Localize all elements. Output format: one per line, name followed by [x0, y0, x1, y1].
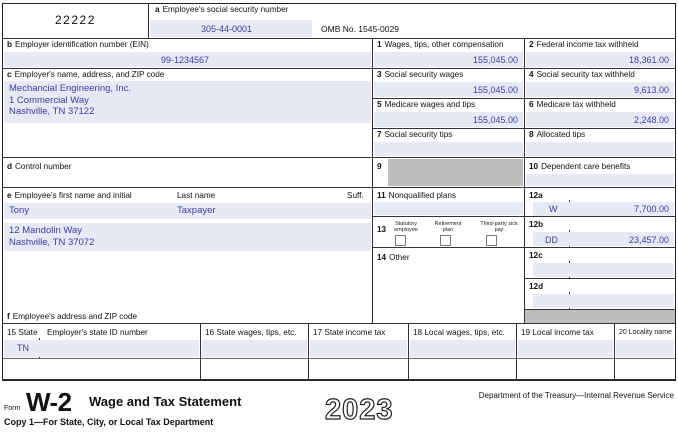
box-5-medicare-wages[interactable]: 5 Medicare wages and tips 155,045.00 — [373, 99, 525, 129]
omb-number: OMB No. 1545-0029 — [321, 24, 399, 34]
box-18-local-wages[interactable]: 18 Local wages, tips, etc. — [409, 324, 517, 380]
box-12d[interactable]: 12d — [525, 279, 675, 310]
box-1-wages[interactable]: 1 Wages, tips, other compensation 155,045.00 — [373, 39, 525, 69]
copy-line: Copy 1—For State, City, or Local Tax Department — [4, 417, 214, 427]
box-a-ssn[interactable]: a Employee's social security number 305-44-0001 — [149, 4, 313, 39]
box-f-address: f Employee's address and ZIP code — [3, 308, 373, 324]
employee-first-name: Tony — [9, 205, 30, 216]
w2-form — [2, 3, 676, 381]
box-c-employer[interactable]: c Employer's name, address, and ZIP code Mechancial Engineering, Inc. 1 Commercial Way Nashville, TN 37122 — [3, 69, 373, 158]
box-6-value: 2,248.00 — [633, 115, 669, 125]
sick-pay-label: Third-party sick pay — [480, 221, 518, 233]
third-party-sick-pay-checkbox[interactable] — [486, 235, 497, 246]
employer-name: Mechancial Engineering, Inc. — [9, 83, 131, 94]
box-1-value: 155,045.00 — [472, 55, 518, 65]
last-name-label: Last name — [177, 191, 216, 200]
state-code: TN — [17, 343, 29, 353]
box-5-value: 155,045.00 — [472, 115, 518, 125]
box-19-local-tax[interactable]: 19 Local income tax — [517, 324, 615, 380]
retirement-label: Retirement plan — [434, 221, 462, 233]
box-8-allocated-tips[interactable]: 8 Allocated tips — [525, 129, 675, 158]
box-12a-code: W — [549, 204, 558, 214]
box-4-value: 9,613.00 — [633, 85, 669, 95]
retirement-plan-checkbox[interactable] — [440, 235, 451, 246]
box-16-state-wages[interactable]: 16 State wages, tips, etc. — [201, 324, 309, 380]
omb-box — [313, 4, 675, 39]
ein-value: 99-1234567 — [161, 55, 210, 65]
box-7-ss-tips[interactable]: 7 Social security tips — [373, 129, 525, 158]
box-11-nonqualified[interactable]: 11 Nonqualified plans — [373, 188, 525, 217]
box-20-locality[interactable]: 20 Locality name — [615, 324, 675, 380]
box-12a[interactable]: 12a W 7,700.00 — [525, 188, 675, 217]
box-2-federal-tax[interactable]: 2 Federal income tax withheld 18,361.00 — [525, 39, 675, 69]
employee-city: Nashville, TN 37072 — [9, 236, 95, 248]
statutory-label: Statutory employee — [394, 221, 418, 233]
employee-last-name: Taxpayer — [177, 205, 216, 216]
box-12b[interactable]: 12b DD 23,457.00 — [525, 217, 675, 248]
box-10-dependent-care[interactable]: 10 Dependent care benefits — [525, 158, 675, 188]
box-3-ss-wages[interactable]: 3 Social security wages 155,045.00 — [373, 69, 525, 99]
form-name: W-2 — [26, 387, 72, 417]
tax-year: 2023 — [325, 394, 394, 426]
box-13-checkboxes: 13 Statutory employee Retirement plan Third-party sick pay — [373, 217, 525, 248]
box-9: 9 — [373, 158, 525, 188]
box-3-value: 155,045.00 — [472, 85, 518, 95]
employee-street: 12 Mandolin Way — [9, 225, 83, 236]
box-d-control[interactable]: d Control number — [3, 158, 373, 188]
employer-city: Nashville, TN 37122 — [9, 106, 95, 117]
box-15-state[interactable]: 15 State Employer's state ID number TN — [3, 324, 201, 380]
form-word: Form — [4, 405, 21, 412]
box-4-ss-tax[interactable]: 4 Social security tax withheld 9,613.00 — [525, 69, 675, 99]
statutory-employee-checkbox[interactable] — [395, 235, 406, 246]
box-12a-value: 7,700.00 — [633, 204, 669, 214]
void-code-box — [3, 4, 149, 39]
ssn-value: 305-44-0001 — [201, 24, 253, 34]
form-footer — [0, 383, 678, 436]
employer-street: 1 Commercial Way — [9, 94, 89, 106]
agency: Department of the Treasury—Internal Revenue Service — [478, 391, 674, 400]
form-title: Wage and Tax Statement — [89, 394, 242, 409]
box-6-medicare-tax[interactable]: 6 Medicare tax withheld 2,248.00 — [525, 99, 675, 129]
box-2-value: 18,361.00 — [628, 55, 669, 65]
box-17-state-tax[interactable]: 17 State income tax — [309, 324, 409, 380]
box-12b-value: 23,457.00 — [628, 235, 669, 245]
box-12c[interactable]: 12c — [525, 248, 675, 279]
box-14-other[interactable]: 14 Other — [373, 248, 525, 324]
box-b-ein[interactable]: b Employer identification number (EIN) 99-1234567 — [3, 39, 373, 69]
box-12b-code: DD — [545, 235, 558, 245]
shaded-area — [525, 310, 675, 324]
control-code: 22222 — [55, 13, 96, 27]
box-e-employee[interactable]: e Employee's first name and initial Last name Suff. Tony Taxpayer 12 Mandolin Way Nashville, TN 37072 — [3, 188, 373, 308]
suffix-label: Suff. — [347, 191, 364, 200]
